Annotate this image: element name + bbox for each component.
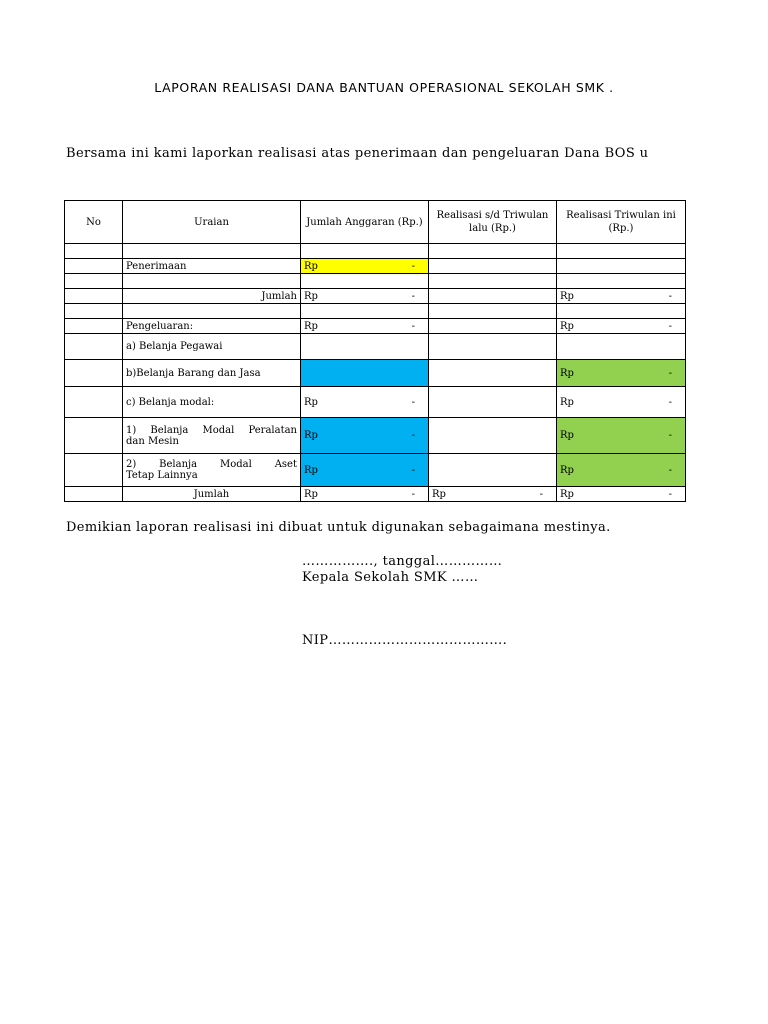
label-penerimaan: Penerimaan xyxy=(123,259,301,274)
report-title: LAPORAN REALISASI DANA BANTUAN OPERASIONAL SEKOLAH SMK . xyxy=(154,80,614,95)
dash-value: - xyxy=(411,260,415,272)
label-pengeluaran: Pengeluaran: xyxy=(123,319,301,334)
table-row-modal xyxy=(65,387,686,418)
header-anggaran: Jumlah Anggaran (Rp.) xyxy=(301,201,429,244)
rp-label: Rp xyxy=(304,396,318,408)
dash-value: - xyxy=(411,396,415,408)
label-belanja-barang: b)Belanja Barang dan Jasa xyxy=(123,360,301,387)
header-triwulan-ini: Realisasi Triwulan ini (Rp.) xyxy=(557,201,686,244)
rp-label: Rp xyxy=(560,464,574,476)
label-belanja-modal: c) Belanja modal: xyxy=(123,387,301,418)
cell-aset-anggaran xyxy=(301,454,429,487)
label-jumlah: Jumlah xyxy=(123,289,301,304)
cell-penerimaan-anggaran xyxy=(301,259,429,274)
signature-place-date: ……………., tanggal…………… xyxy=(302,554,503,569)
table-row-pengeluaran xyxy=(65,319,686,334)
rp-label: Rp xyxy=(560,290,574,302)
rp-label: Rp xyxy=(560,367,574,379)
rp-label: Rp xyxy=(560,320,574,332)
report-table xyxy=(64,200,686,502)
header-triwulan-lalu: Realisasi s/d Triwulan lalu (Rp.) xyxy=(429,201,557,244)
signature-title: Kepala Sekolah SMK …… xyxy=(302,570,479,585)
rp-label: Rp xyxy=(560,396,574,408)
cell-peralatan-anggaran xyxy=(301,418,429,454)
rp-label: Rp xyxy=(304,488,318,500)
dash-value: - xyxy=(539,488,543,500)
table-row-penerimaan xyxy=(65,259,686,274)
header-no: No xyxy=(65,201,123,244)
table-row-jumlah-penerimaan xyxy=(65,289,686,304)
dash-value: - xyxy=(411,464,415,476)
label-modal-peralatan: 1) Belanja Modal Peralatan dan Mesin xyxy=(123,418,301,454)
cell-barang-triwulan-ini xyxy=(557,360,686,387)
rp-label: Rp xyxy=(432,488,446,500)
table-row xyxy=(65,274,686,289)
rp-label: Rp xyxy=(304,290,318,302)
intro-paragraph: Bersama ini kami laporkan realisasi atas penerimaan dan pengeluaran Dana BOS u xyxy=(66,146,649,161)
table-header-row xyxy=(65,201,686,244)
header-uraian: Uraian xyxy=(123,201,301,244)
rp-label: Rp xyxy=(304,260,318,272)
table-row-aset xyxy=(65,454,686,487)
dash-value: - xyxy=(668,464,672,476)
dash-value: - xyxy=(668,367,672,379)
table-row-peralatan xyxy=(65,418,686,454)
label-modal-aset: 2) Belanja Modal Aset Tetap Lainnya xyxy=(123,454,301,487)
dash-value: - xyxy=(411,320,415,332)
dash-value: - xyxy=(411,430,415,441)
table-row xyxy=(65,244,686,259)
dash-value: - xyxy=(668,430,672,441)
dash-value: - xyxy=(668,290,672,302)
rp-label: Rp xyxy=(304,464,318,476)
label-belanja-pegawai: a) Belanja Pegawai xyxy=(123,334,301,360)
dash-value: - xyxy=(668,396,672,408)
signature-nip: NIP…………………………………. xyxy=(302,633,508,648)
cell-aset-triwulan-ini xyxy=(557,454,686,487)
dash-value: - xyxy=(411,488,415,500)
table-row xyxy=(65,304,686,319)
cell-peralatan-triwulan-ini xyxy=(557,418,686,454)
dash-value: - xyxy=(668,488,672,500)
label-jumlah-total: Jumlah xyxy=(123,487,301,502)
rp-label: Rp xyxy=(560,488,574,500)
rp-label: Rp xyxy=(560,430,574,441)
cell-barang-anggaran xyxy=(301,360,429,387)
table-row-barang xyxy=(65,360,686,387)
table-row-jumlah-total xyxy=(65,487,686,502)
closing-paragraph: Demikian laporan realisasi ini dibuat untuk digunakan sebagaimana mestinya. xyxy=(66,520,611,535)
rp-label: Rp xyxy=(304,430,318,441)
rp-label: Rp xyxy=(304,320,318,332)
table-row-pegawai xyxy=(65,334,686,360)
dash-value: - xyxy=(411,290,415,302)
dash-value: - xyxy=(668,320,672,332)
